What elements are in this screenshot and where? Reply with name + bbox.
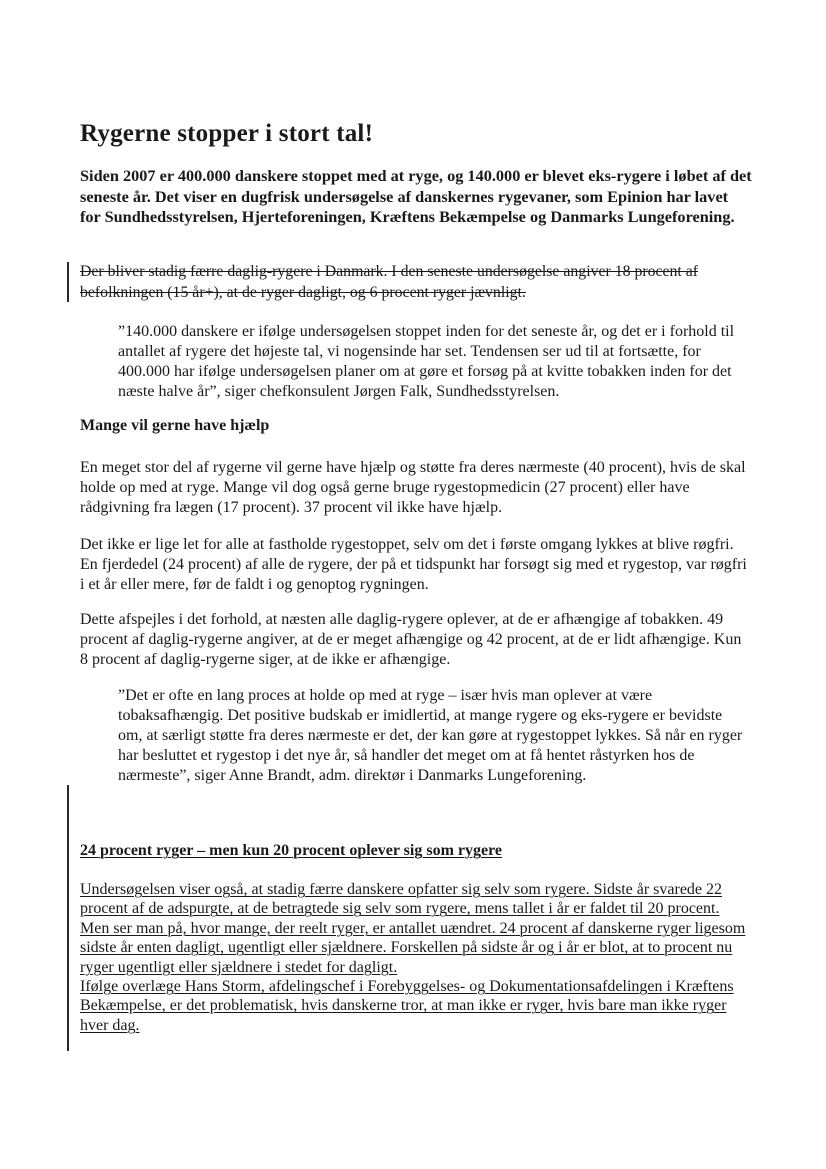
article-title: Rygerne stopper i stort tal! (80, 120, 374, 147)
paragraph-help: En meget stor del af rygerne vil gerne have hjælp og støtte fra deres nærmeste (40 procent), hvis de skal holde op med at ryge. Mange vil dog også gerne bruge rygestopmedicin (27 procent) eller have rådgivning fra lægen (17 procent). 37 procent vil ikke have hjælp. (80, 459, 746, 516)
lead-paragraph: Siden 2007 er 400.000 danskere stoppet med at ryge, og 140.000 er blevet eks-rygere i løbet af det seneste år. Det viser en dugfrisk undersøgelse af danskernes rygevaner, som Epinion har lavet for Sundhedsstyrelsen, Hjerteforeningen, Kræftens Bekæmpelse og Danmarks Lungeforening. (80, 166, 752, 226)
section-heading-self-perception: 24 procent ryger – men kun 20 procent oplever sig som rygere (80, 842, 503, 859)
paragraph-dependence: Dette afspejles i det forhold, at næsten alle daglig-rygere oplever, at de er afhængige af tobakken. 49 procent af daglig-rygerne angiver, at de er meget afhængige og 42 procent, at de er lidt afhængige. Kun 8 procent af daglig-rygerne siger, at de ikke er afhængige. (80, 611, 742, 668)
inserted-paragraph-hans-storm: Ifølge overlæge Hans Storm, afdelingschef i Forebyggelses- og Dokumentationsafdelingen i Kræftens Bekæmpelse, er det problematisk, hvis danskerne tror, at man ikke er ryger, hvis bare man ikke ryger hver dag. (80, 978, 734, 1034)
inserted-paragraph-survey: Undersøgelsen viser også, at stadig færre danskere opfatter sig selv som rygere. Sidste år svarede 22 procent af de adspurgte, at de betragtede sig selv som rygere, mens tallet i år er faldet til 20 procent. Men ser man på, hvor mange, der reelt ryger, er antallet uændret. 24 procent af danskerne ryger ligesom sidste år enten dagligt, ugentligt eller sjældnere. Forskellen på sidste år og i år er blot, at to procent nu ryger ugentligt eller sjældnere i stedet for dagligt. (80, 881, 746, 976)
change-bar (67, 785, 69, 1051)
deleted-paragraph: Der bliver stadig færre daglig-rygere i Danmark. I den seneste undersøgelse angiver 18 procent af befolkningen (15 år+), at de ryger dagligt, og 6 procent ryger jævnligt. (80, 263, 699, 301)
section-heading-help: Mange vil gerne have hjælp (80, 417, 270, 434)
quote-anne-brandt: ”Det er ofte en lang proces at holde op med at ryge – især hvis man oplever at være tobaksafhængig. Det positive budskab er imidlertid, at mange rygere og eks-rygere er bevidste om, at særligt støtte fra deres nærmeste er det, der kan gøre at rygestoppet lykkes. Så når en ryger har besluttet et rygestop i det nye år, så handler det meget om at få hentet råstyrken hos de nærmeste”, siger Anne Brandt, adm. direktør i Danmarks Lungeforening. (118, 687, 743, 784)
quote-jorgen-falk: ”140.000 danskere er ifølge undersøgelsen stoppet inden for det seneste år, og det er i forhold til antallet af rygere det højeste tal, vi nogensinde har set. Tendensen ser ud til at fortsætte, for 400.000 har ifølge undersøgelsen planer om at gøre et forsøg på at kvitte tobakken inden for det næste halve år”, siger chefkonsulent Jørgen Falk, Sundhedsstyrelsen. (118, 323, 735, 400)
paragraph-relapse: Det ikke er lige let for alle at fastholde rygestoppet, selv om det i første omgang lykkes at blive røgfri. En fjerdedel (24 procent) af alle de rygere, der på et tidspunkt har forsøgt sig med et rygestop, var røgfri i et år eller mere, før de faldt i og genoptog rygningen. (80, 536, 747, 593)
inserted-text-block (80, 880, 752, 1035)
change-bar (67, 262, 69, 302)
